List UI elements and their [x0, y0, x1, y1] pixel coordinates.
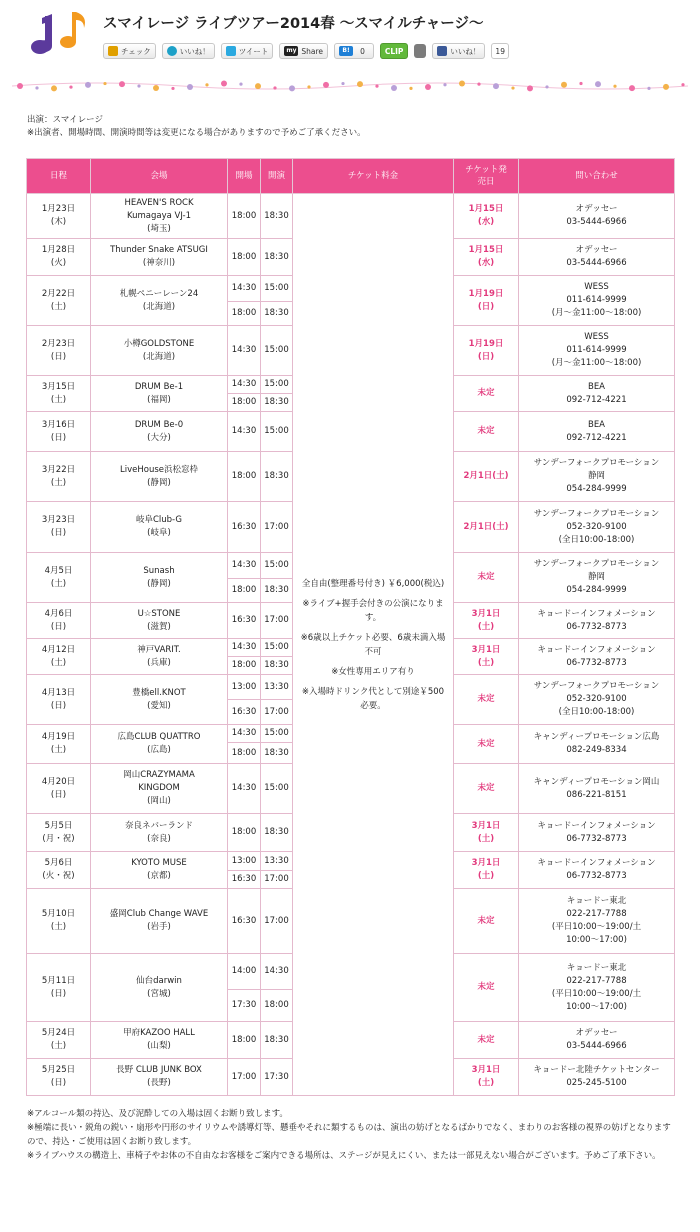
cell-start-time: 18:00: [261, 990, 293, 1022]
change-notice: ※出演者、開場時間、開演時間等は変更になる場合がありますので予めご了承ください。: [27, 128, 366, 138]
divider-dot: [425, 84, 431, 90]
cell-contact: サンデーフォークプロモーション 静岡 054-284-9999: [519, 452, 675, 502]
cell-date: 3月16日 (日): [27, 412, 91, 452]
cell-date: 1月28日 (火): [27, 239, 91, 276]
cell-contact: オデッセー 03-5444-6966: [519, 1022, 675, 1059]
cell-contact: サンデーフォークプロモーション 052-320-9100 (全日10:00-18:00): [519, 675, 675, 725]
header-date: 日程: [27, 159, 91, 194]
cell-start-time: 15:00: [261, 412, 293, 452]
cell-contact: WESS 011-614-9999 (月～金11:00～18:00): [519, 276, 675, 326]
cell-start-time: 18:30: [261, 1022, 293, 1059]
divider-dot: [613, 85, 616, 88]
clip-button[interactable]: CLIP: [380, 43, 409, 59]
cell-release-date: 未定: [454, 1022, 519, 1059]
cell-open-time: 18:00: [228, 657, 261, 675]
price-line: 全自由(整理番号付き) ￥6,000(税込): [301, 578, 445, 589]
header-release: チケット発 売日: [454, 159, 519, 194]
cell-venue: 豊橋ell.KNOT (愛知): [91, 675, 228, 725]
cell-start-time: 13:30: [261, 675, 293, 700]
hatena-icon: B!: [339, 46, 353, 56]
divider-dot: [681, 83, 684, 86]
cell-start-time: 15:00: [261, 376, 293, 394]
divider-dot: [255, 83, 261, 89]
cell-open-time: 18:00: [228, 239, 261, 276]
cell-release-date: 未定: [454, 412, 519, 452]
divider-dot: [341, 82, 344, 85]
cell-release-date: 未定: [454, 764, 519, 814]
cell-release-date: 未定: [454, 725, 519, 764]
cell-start-time: 15:00: [261, 639, 293, 657]
cell-contact: サンデーフォークプロモーション 静岡 054-284-9999: [519, 553, 675, 603]
price-line: ※ライブ+握手会付きの公演になります。: [302, 598, 444, 623]
divider-dot: [561, 82, 567, 88]
divider-dot: [35, 86, 38, 89]
cell-contact: BEA 092-712-4221: [519, 412, 675, 452]
cell-venue: Sunash (静岡): [91, 553, 228, 603]
cell-release-date: 2月1日(土): [454, 502, 519, 553]
cell-open-time: 14:30: [228, 553, 261, 579]
cell-ticket-price: [293, 194, 454, 1096]
cell-open-time: 18:00: [228, 579, 261, 603]
cell-open-time: 18:00: [228, 194, 261, 239]
cell-start-time: 17:30: [261, 1059, 293, 1096]
divider-dot: [527, 85, 533, 91]
cell-open-time: 16:30: [228, 502, 261, 553]
page-header: [0, 0, 700, 80]
music-notes-icon: [28, 8, 90, 62]
cell-open-time: 16:30: [228, 603, 261, 639]
header-start: 開演: [261, 159, 293, 194]
divider-dot: [323, 82, 329, 88]
cell-contact: BEA 092-712-4221: [519, 376, 675, 412]
cell-open-time: 18:00: [228, 743, 261, 764]
cell-open-time: 14:00: [228, 954, 261, 990]
cell-date: 4月13日 (日): [27, 675, 91, 725]
cell-contact: WESS 011-614-9999 (月～金11:00～18:00): [519, 326, 675, 376]
divider-dot: [391, 85, 397, 91]
facebook-icon: [437, 46, 447, 56]
cell-open-time: 14:30: [228, 276, 261, 302]
cell-start-time: 13:30: [261, 852, 293, 871]
cell-venue: 甲府KAZOO HALL (山梨): [91, 1022, 228, 1059]
header-price: チケット料金: [293, 159, 454, 194]
cell-start-time: 15:00: [261, 764, 293, 814]
cell-start-time: 15:00: [261, 326, 293, 376]
cell-date: 4月12日 (土): [27, 639, 91, 675]
facebook-like-count: 19: [491, 43, 509, 59]
cell-open-time: 14:30: [228, 725, 261, 743]
divider-dot: [17, 83, 23, 89]
divider-dot: [663, 84, 669, 90]
cell-venue: Thunder Snake ATSUGI (神奈川): [91, 239, 228, 276]
social-buttons: [103, 43, 509, 59]
divider-dot: [153, 85, 159, 91]
myshare-button[interactable]: my Share: [279, 43, 328, 59]
divider-dot: [629, 85, 635, 91]
cell-date: 4月19日 (土): [27, 725, 91, 764]
cell-start-time: 17:00: [261, 871, 293, 889]
cell-venue: 盛岡Club Change WAVE (岩手): [91, 889, 228, 954]
performer-line: 出演：スマイレージ: [27, 115, 103, 125]
cell-release-date: 1月15日 (水): [454, 194, 519, 239]
cell-open-time: 17:00: [228, 1059, 261, 1096]
divider-dot: [595, 81, 601, 87]
cell-venue: 広島CLUB QUATTRO (広島): [91, 725, 228, 764]
divider-dot: [477, 83, 480, 86]
hatena-bookmark-button[interactable]: B! 0: [334, 43, 374, 59]
note-lights: ※極端に長い・鋭角の鋭い・扇形や円形のサイリウムや誘導灯等、懸垂やそれに類するものは、演出の妨げとなるばかりでなく、まわりのお客様の視界の妨げとなりますので、持込・ご使用は固くお断り致します。: [27, 1123, 671, 1147]
cell-date: 5月6日 (火・祝): [27, 852, 91, 889]
cell-open-time: 18:00: [228, 302, 261, 326]
cell-open-time: 14:30: [228, 639, 261, 657]
cell-start-time: 18:30: [261, 239, 293, 276]
price-line: ※女性専用エリア有り: [331, 666, 415, 677]
divider-dot: [69, 85, 72, 88]
cell-date: 4月20日 (日): [27, 764, 91, 814]
divider-dot: [51, 85, 57, 91]
divider-dot: [511, 86, 514, 89]
cell-open-time: 17:30: [228, 990, 261, 1022]
twitter-bird-icon: [226, 46, 236, 56]
cell-start-time: 18:30: [261, 452, 293, 502]
cell-start-time: 17:00: [261, 502, 293, 553]
divider-dot: [221, 81, 227, 87]
cell-start-time: 17:00: [261, 700, 293, 725]
my-icon: my: [286, 47, 297, 54]
cell-release-date: 未定: [454, 675, 519, 725]
check-button[interactable]: チェック: [103, 43, 156, 59]
cell-contact: キョードーインフォメーション 06-7732-8773: [519, 814, 675, 852]
cell-venue: LiveHouse浜松窓枠 (静岡): [91, 452, 228, 502]
cell-date: 5月10日 (土): [27, 889, 91, 954]
cell-contact: キョードーインフォメーション 06-7732-8773: [519, 603, 675, 639]
divider-dot: [103, 82, 106, 85]
divider-dot: [137, 84, 140, 87]
cell-start-time: 14:30: [261, 954, 293, 990]
note-alcohol: ※アルコール類の持込、及び泥酔しての入場は固くお断り致します。: [27, 1109, 288, 1119]
cell-date: 5月24日 (土): [27, 1022, 91, 1059]
cell-start-time: 18:30: [261, 302, 293, 326]
cell-open-time: 13:00: [228, 675, 261, 700]
cell-venue: DRUM Be-0 (大分): [91, 412, 228, 452]
cell-date: 4月5日 (土): [27, 553, 91, 603]
cell-release-date: 3月1日 (土): [454, 814, 519, 852]
cell-date: 2月22日 (土): [27, 276, 91, 326]
cell-venue: 神戸VARIT. (兵庫): [91, 639, 228, 675]
price-line: ※入場時ドリンク代として別途￥500必要。: [301, 686, 445, 711]
cell-venue: U☆STONE (滋賀): [91, 603, 228, 639]
cell-date: 3月15日 (土): [27, 376, 91, 412]
cell-venue: 岡山CRAZYMAMA KINGDOM (岡山): [91, 764, 228, 814]
divider-dot: [443, 83, 446, 86]
divider-dot: [289, 85, 295, 91]
cell-venue: HEAVEN'S ROCK Kumagaya VJ-1 (埼玉): [91, 194, 228, 239]
divider-dot: [409, 87, 412, 90]
cell-open-time: 16:30: [228, 889, 261, 954]
cell-start-time: 18:30: [261, 657, 293, 675]
cell-open-time: 18:00: [228, 1022, 261, 1059]
cell-open-time: 16:30: [228, 700, 261, 725]
cell-open-time: 13:00: [228, 852, 261, 871]
intro-text: [27, 114, 366, 140]
cell-start-time: 17:00: [261, 603, 293, 639]
cell-date: 1月23日 (木): [27, 194, 91, 239]
cell-open-time: 14:30: [228, 764, 261, 814]
divider-dot: [85, 82, 91, 88]
divider-dot: [239, 82, 242, 85]
cell-start-time: 15:00: [261, 553, 293, 579]
tour-schedule-table: [26, 158, 675, 1096]
cell-open-time: 18:00: [228, 452, 261, 502]
cell-start-time: 18:30: [261, 743, 293, 764]
footer-notes: [27, 1107, 675, 1163]
cell-venue: 小樽GOLDSTONE (北海道): [91, 326, 228, 376]
page-title: スマイレージ ライブツアー2014春 ～スマイルチャージ～: [103, 16, 484, 32]
cell-start-time: 17:00: [261, 889, 293, 954]
cell-date: 3月22日 (土): [27, 452, 91, 502]
cell-contact: キョードー北陸チケットセンター 025-245-5100: [519, 1059, 675, 1096]
note-accessibility: ※ライブハウスの構造上、車椅子やお体の不自由なお客様をご案内できる場所は、ステージが見えにくい、または一部見えない場合がございます。予めご了承下さい。: [27, 1151, 661, 1161]
cell-date: 2月23日 (日): [27, 326, 91, 376]
cell-start-time: 18:30: [261, 579, 293, 603]
cell-date: 5月25日 (日): [27, 1059, 91, 1096]
divider-dot: [579, 82, 582, 85]
divider-dot: [119, 81, 125, 87]
decorative-dot-divider: [12, 76, 688, 96]
header-open: 開場: [228, 159, 261, 194]
divider-dot: [647, 87, 650, 90]
divider-dot: [307, 85, 310, 88]
divider-dot: [459, 81, 465, 87]
cell-date: 4月6日 (日): [27, 603, 91, 639]
cell-release-date: 未定: [454, 376, 519, 412]
divider-dot: [545, 85, 548, 88]
cell-contact: キョードー東北 022-217-7788 (平日10:00～19:00/土 10:00～17:00): [519, 954, 675, 1022]
divider-dot: [375, 85, 378, 88]
table-header-row: [27, 159, 675, 194]
cell-contact: オデッセー 03-5444-6966: [519, 194, 675, 239]
cell-venue: KYOTO MUSE (京都): [91, 852, 228, 889]
cell-venue: 長野 CLUB JUNK BOX (長野): [91, 1059, 228, 1096]
cell-date: 3月23日 (日): [27, 502, 91, 553]
cell-venue: 札幌ペニーレーン24 (北海道): [91, 276, 228, 326]
iine-icon: [167, 46, 177, 56]
cell-release-date: 3月1日 (土): [454, 639, 519, 675]
cell-date: 5月5日 (月・祝): [27, 814, 91, 852]
cell-venue: 仙台darwin (宮城): [91, 954, 228, 1022]
iine-button[interactable]: いいね！: [162, 43, 215, 59]
cell-venue: 奈良ネバーランド (奈良): [91, 814, 228, 852]
cell-release-date: 未定: [454, 553, 519, 603]
cell-open-time: 16:30: [228, 871, 261, 889]
cell-venue: DRUM Be-1 (福岡): [91, 376, 228, 412]
cell-release-date: 3月1日 (土): [454, 852, 519, 889]
cell-release-date: 未定: [454, 954, 519, 1022]
cell-venue: 岐阜Club-G (岐阜): [91, 502, 228, 553]
cell-contact: オデッセー 03-5444-6966: [519, 239, 675, 276]
table-row: [27, 194, 675, 239]
cell-open-time: 14:30: [228, 376, 261, 394]
cell-release-date: 2月1日(土): [454, 452, 519, 502]
cell-contact: キョードーインフォメーション 06-7732-8773: [519, 852, 675, 889]
header-contact: 問い合わせ: [519, 159, 675, 194]
cell-contact: キャンディープロモーション広島 082-249-8334: [519, 725, 675, 764]
cell-release-date: 1月19日 (日): [454, 326, 519, 376]
divider-dot: [187, 84, 193, 90]
tweet-button[interactable]: ツイート: [221, 43, 274, 59]
cell-open-time: 14:30: [228, 326, 261, 376]
divider-dot: [493, 83, 499, 89]
cell-release-date: 3月1日 (土): [454, 603, 519, 639]
schedule-body: [27, 194, 675, 1096]
cell-open-time: 18:00: [228, 394, 261, 412]
cell-release-date: 1月15日 (水): [454, 239, 519, 276]
cell-date: 5月11日 (日): [27, 954, 91, 1022]
cell-contact: サンデーフォークプロモーション 052-320-9100 (全日10:00-18:00): [519, 502, 675, 553]
cell-open-time: 14:30: [228, 412, 261, 452]
cell-start-time: 18:30: [261, 194, 293, 239]
divider-dot: [273, 86, 276, 89]
divider-dot: [205, 83, 208, 86]
cell-start-time: 18:30: [261, 394, 293, 412]
header-venue: 会場: [91, 159, 228, 194]
check-icon: [108, 46, 118, 56]
evernote-icon[interactable]: [414, 44, 426, 58]
cell-start-time: 15:00: [261, 276, 293, 302]
divider-dot: [171, 87, 174, 90]
cell-start-time: 15:00: [261, 725, 293, 743]
cell-start-time: 18:30: [261, 814, 293, 852]
price-line: ※6歳以上チケット必要、6歳未満入場不可: [300, 632, 446, 657]
cell-contact: キャンディープロモーション岡山 086-221-8151: [519, 764, 675, 814]
cell-contact: キョードー東北 022-217-7788 (平日10:00～19:00/土 10:00～17:00): [519, 889, 675, 954]
cell-contact: キョードーインフォメーション 06-7732-8773: [519, 639, 675, 675]
cell-release-date: 3月1日 (土): [454, 1059, 519, 1096]
cell-open-time: 18:00: [228, 814, 261, 852]
divider-dot: [357, 81, 363, 87]
facebook-like-button[interactable]: いいね！: [432, 43, 485, 59]
cell-release-date: 1月19日 (日): [454, 276, 519, 326]
cell-release-date: 未定: [454, 889, 519, 954]
